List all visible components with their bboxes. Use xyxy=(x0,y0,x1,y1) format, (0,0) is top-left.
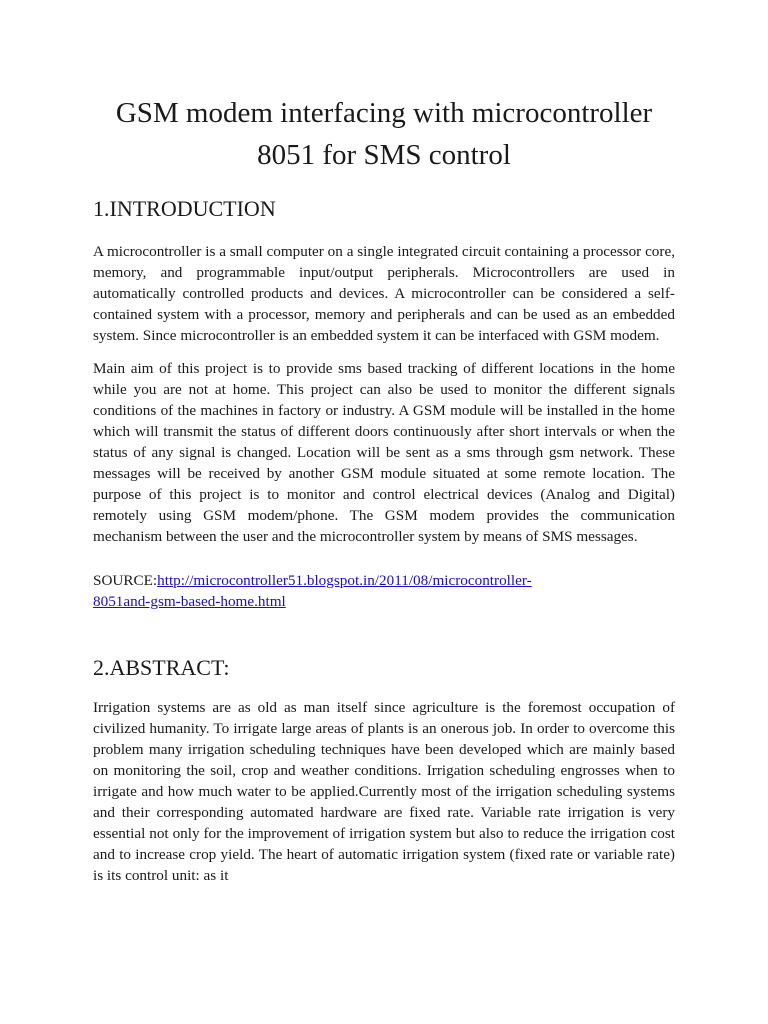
introduction-paragraph-1: A microcontroller is a small computer on a single integrated circuit containing a processor core, memory, and programmable input/output peripherals. Microcontrollers are used in automatically controlled products and devices. A microcontroller can be considered a self-contained system with a processor, memory and peripherals and can be used as an embedded system. Since microcontroller is an embedded system it can be interfaced with GSM modem. xyxy=(93,243,675,344)
document-page xyxy=(93,0,675,886)
source-link-part-1: http://microcontroller51.blogspot.in/2011/08/microcontroller- xyxy=(157,572,532,589)
abstract-heading: 2.ABSTRACT: xyxy=(93,655,230,680)
title-line-1: GSM modem interfacing with microcontroller xyxy=(115,97,653,129)
source-link-part-2: 8051and-gsm-based-home.html xyxy=(93,593,286,610)
introduction-heading: 1.INTRODUCTION xyxy=(93,196,276,221)
introduction-paragraph-2: Main aim of this project is to provide sms based tracking of different locations in the home while you are not at home. This project can also be used to monitor the different signals conditions of the machines in factory or industry. A GSM module will be installed in the home which will transmit the status of different doors continuously after short intervals or when the status of any signal is changed. Location will be sent as a sms through gsm network. These messages will be received by another GSM module situated at some remote location. The purpose of this project is to monitor and control electrical devices (Analog and Digital) remotely using GSM modem/phone. The GSM modem provides the communication mechanism between the user and the microcontroller system by means of SMS messages. xyxy=(93,360,675,545)
source-link[interactable] xyxy=(93,572,532,610)
title-line-2: 8051 for SMS control xyxy=(257,139,511,171)
abstract-paragraph: Irrigation systems are as old as man itself since agriculture is the foremost occupation of civilized humanity. To irrigate large areas of plants is an onerous job. In order to overcome this problem many irrigation scheduling techniques have been developed which are mainly based on monitoring the soil, crop and weather conditions. Irrigation scheduling engrosses when to irrigate and how much water to be applied.Currently most of the irrigation scheduling systems and their corresponding automated hardware are fixed rate. Variable rate irrigation is very essential not only for the improvement of irrigation system but also to reduce the irrigation cost and to increase crop yield. The heart of automatic irrigation system (fixed rate or variable rate) is its control unit: as it xyxy=(93,699,675,884)
source-line xyxy=(93,570,675,612)
document-title xyxy=(93,92,675,176)
source-label: SOURCE: xyxy=(93,572,158,589)
